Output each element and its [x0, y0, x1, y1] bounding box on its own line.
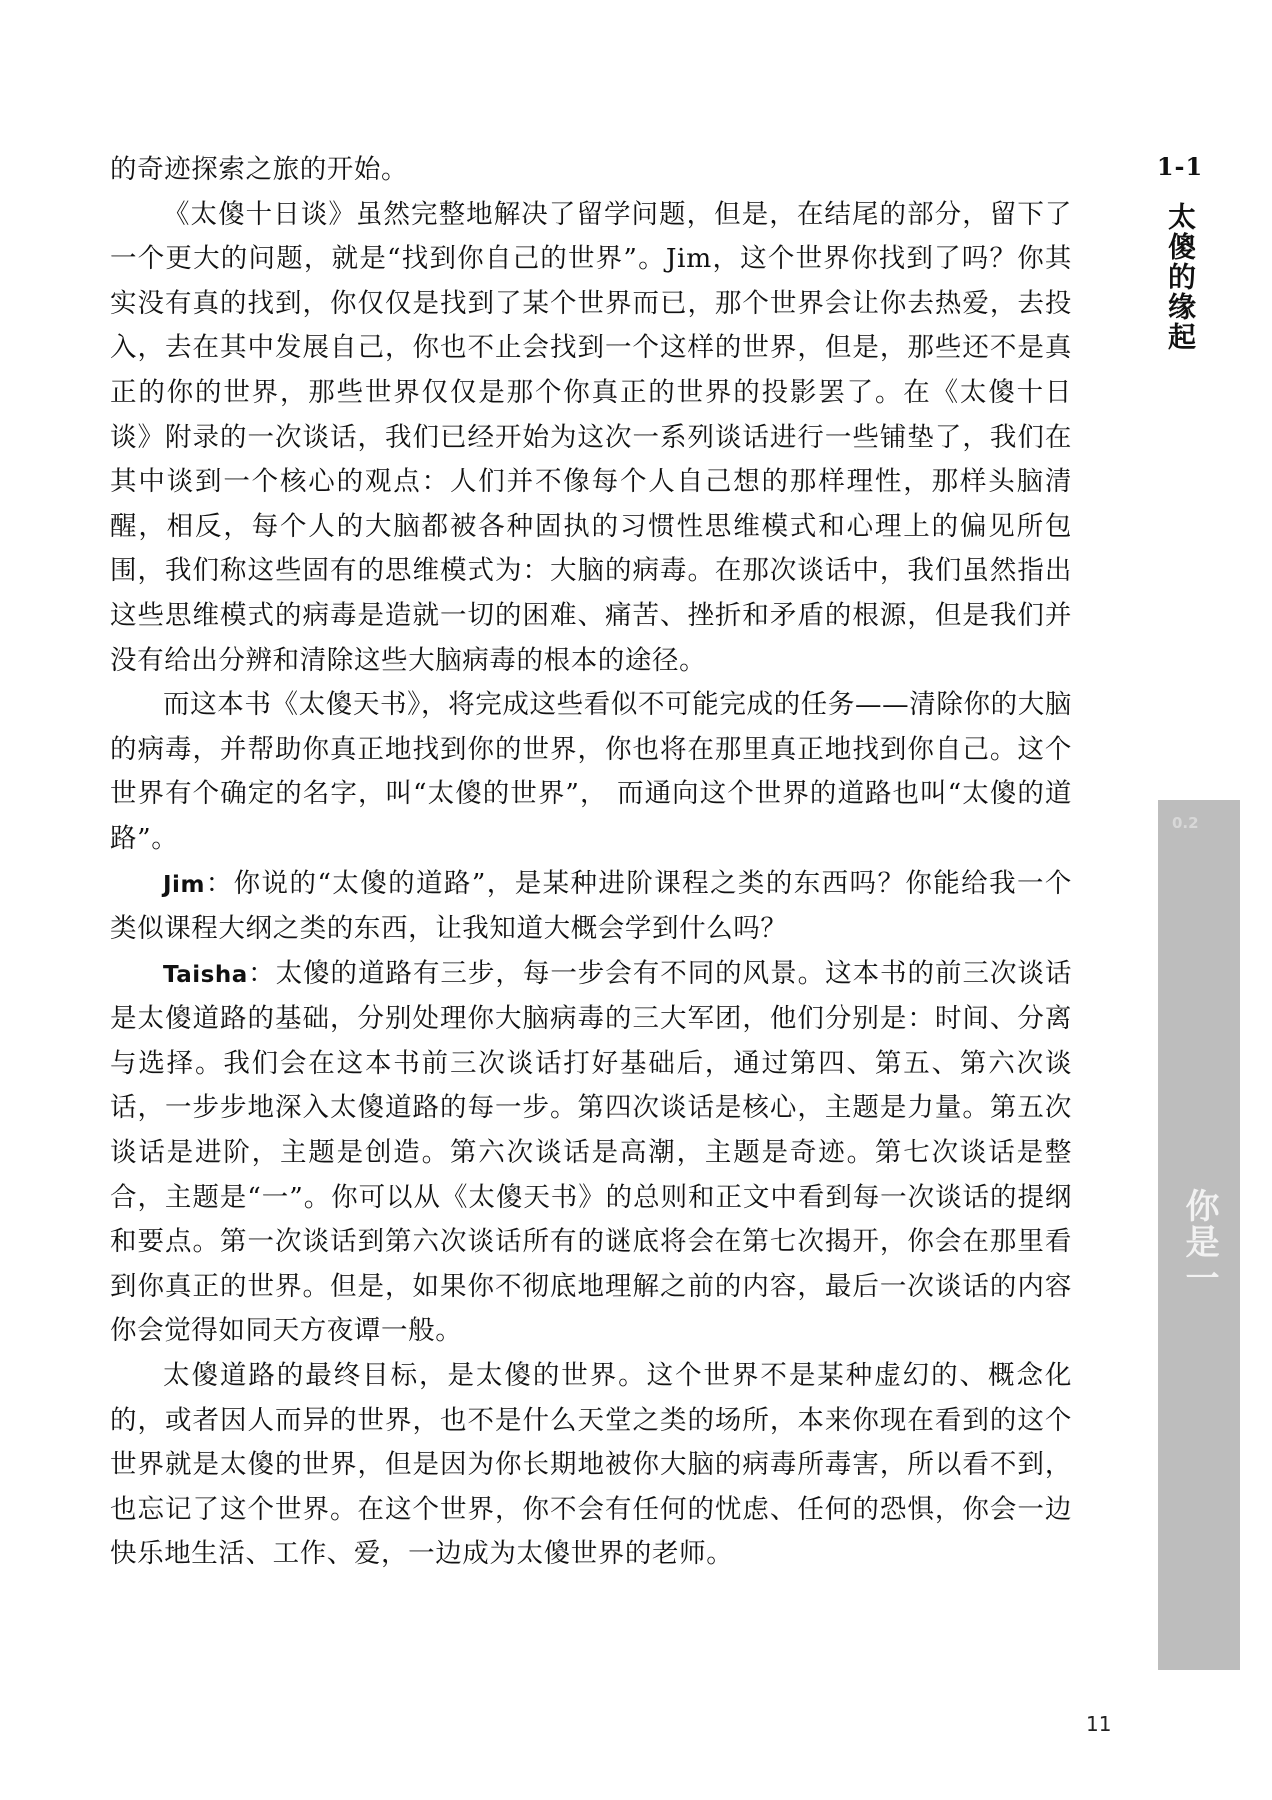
- dialogue-jim: [110, 862, 1072, 952]
- side-section-tab: [1158, 800, 1240, 1670]
- side-tab-number: 0.2: [1172, 814, 1199, 832]
- paragraph-1-text: 的奇迹探索之旅的开始。: [110, 154, 409, 185]
- paragraph-3-text: 而这本书《太傻天书》，将完成这些看似不可能完成的任务——清除你的大脑的病毒，并帮助你真正地找到你的世界，你也将在那里真正地找到你自己。这个世界有个确定的名字，叫“太傻的世界”， 而通向这个世界的道路也叫“太傻的道路”。: [110, 689, 1072, 854]
- dialogue-taisha-text: ：太傻的道路有三步，每一步会有不同的风景。这本书的前三次谈话是太傻道路的基础，分别处理你大脑病毒的三大军团，他们分别是：时间、分离与选择。我们会在这本书前三次谈话打好基础后，通过第四、第五、第六次谈话，一步步地深入太傻道路的每一步。第四次谈话是核心，主题是力量。第五次谈话是进阶，主题是创造。第六次谈话是高潮，主题是奇迹。第七次谈话是整合，主题是“一”。你可以从《太傻天书》的总则和正文中看到每一次谈话的提纲和要点。第一次谈话到第六次谈话所有的谜底将会在第七次揭开，你会在那里看到你真正的世界。但是，如果你不彻底地理解之前的内容，最后一次谈话的内容你会觉得如同天方夜谭一般。: [110, 957, 1072, 1347]
- paragraph-2-text: 《太傻十日谈》虽然完整地解决了留学问题，但是，在结尾的部分，留下了一个更大的问题，就是“找到你自己的世界”。Jim，这个世界你找到了吗？你其实没有真的找到，你仅仅是找到了某个世界而已，那个世界会让你去热爱，去投入，去在其中发展自己，你也不止会找到一个这样的世界，但是，那些还不是真正的你的世界，那些世界仅仅是那个你真正的世界的投影罢了。在《太傻十日谈》附录的一次谈话，我们已经开始为这次一系列谈话进行一些铺垫了，我们在其中谈到一个核心的观点：人们并不像每个人自己想的那样理性，那样头脑清醒，相反，每个人的大脑都被各种固执的习惯性思维模式和心理上的偏见所包围，我们称这些固有的思维模式为：大脑的病毒。在那次谈话中，我们虽然指出这些思维模式的病毒是造就一切的困难、痛苦、挫折和矛盾的根源，但是我们并没有给出分辨和清除这些大脑病毒的根本的途径。: [110, 198, 1072, 676]
- dialogue-jim-text: ：你说的“太傻的道路”，是某种进阶课程之类的东西吗？你能给我一个类似课程大纲之类的东西，让我知道大概会学到什么吗？: [110, 867, 1072, 945]
- paragraph-1: [110, 148, 1072, 193]
- chapter-marker: [1150, 152, 1210, 356]
- side-tab-title: 你是一: [1179, 1188, 1219, 1296]
- paragraph-6-text: 太傻道路的最终目标，是太傻的世界。这个世界不是某种虚幻的、概念化的，或者因人而异的世界，也不是什么天堂之类的场所，本来你现在看到的这个世界就是太傻的世界，但是因为你长期地被你大脑的病毒所毒害，所以看不到，也忘记了这个世界。在这个世界，你不会有任何的忧虑、任何的恐惧，你会一边快乐地生活、工作、爱，一边成为太傻世界的老师。: [110, 1360, 1072, 1570]
- page-number: 11: [1086, 1712, 1112, 1736]
- paragraph-3: [110, 683, 1072, 861]
- chapter-number: 1-1: [1156, 152, 1204, 181]
- speaker-jim: Jim: [163, 871, 205, 898]
- body-text: [110, 148, 1072, 1577]
- speaker-taisha: Taisha: [163, 961, 248, 988]
- paragraph-2: [110, 193, 1072, 684]
- paragraph-6: [110, 1354, 1072, 1577]
- dialogue-taisha: [110, 952, 1072, 1354]
- chapter-title: 太傻的缘起: [1164, 202, 1197, 352]
